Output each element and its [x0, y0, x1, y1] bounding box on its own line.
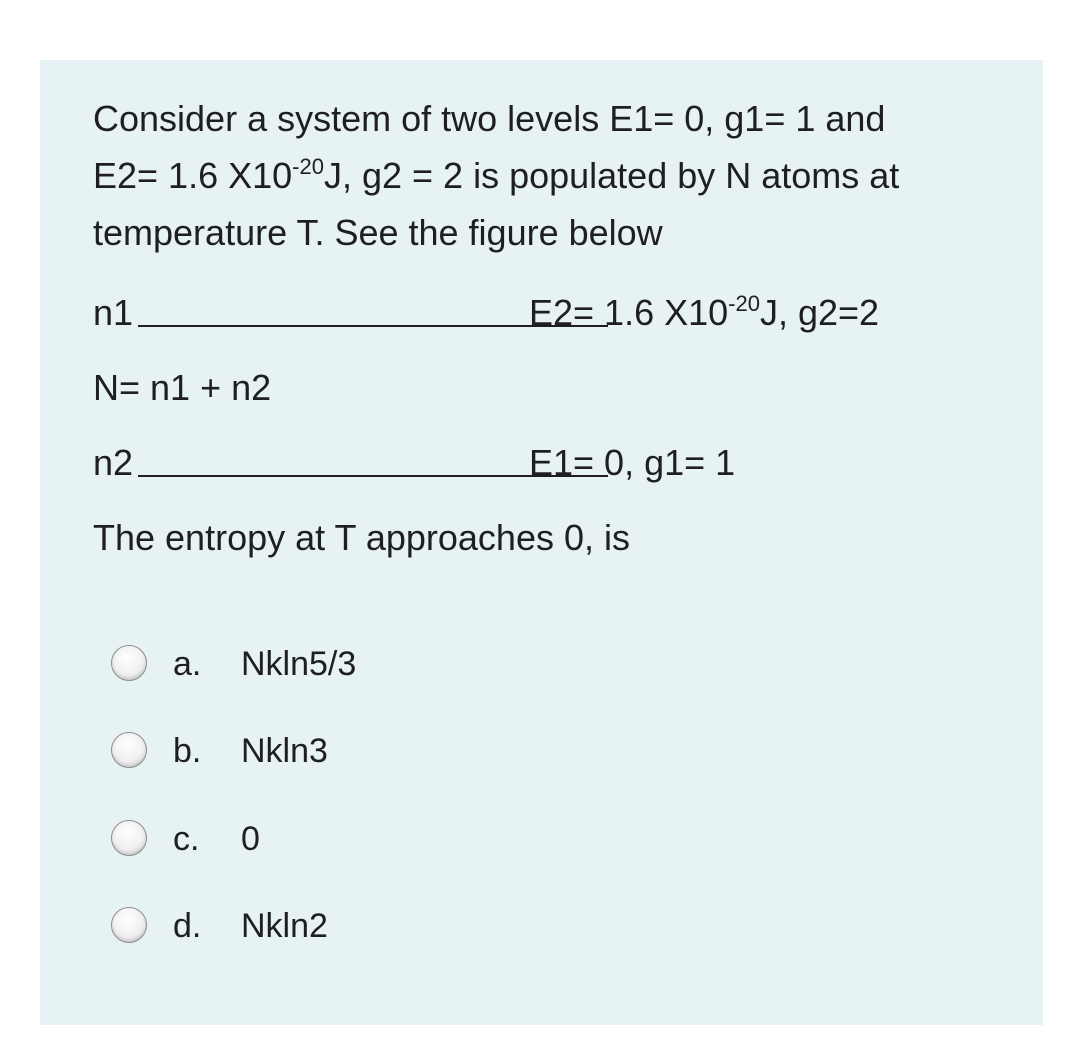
question-line-3: temperature T. See the figure below — [93, 212, 663, 253]
option-text: Nkln2 — [241, 907, 328, 945]
option-letter: a. — [173, 645, 202, 683]
question-line-1: Consider a system of two levels E1= 0, g1= 1 and — [93, 98, 886, 139]
level-upper-energy — [529, 291, 879, 340]
question-line-2-prefix: E2= 1.6 X10 — [93, 155, 293, 196]
option-text: Nkln5/3 — [241, 645, 357, 683]
energy-level-lower — [93, 441, 993, 485]
level-upper-energy-suffix: J, g2=2 — [759, 292, 880, 333]
option-text: 0 — [241, 820, 260, 858]
question-line-2-exponent: -20 — [292, 154, 324, 179]
question-line-2-suffix: J, g2 = 2 is populated by N atoms at — [323, 155, 900, 196]
level-upper-population: n1 — [93, 292, 134, 333]
energy-level-upper — [93, 291, 993, 335]
option-b[interactable] — [111, 729, 511, 773]
level-lower-energy: E1= 0, g1= 1 — [529, 442, 736, 483]
level-upper-energy-exponent: -20 — [728, 291, 760, 316]
question-prompt: The entropy at T approaches 0, is — [93, 517, 630, 558]
option-letter: d. — [173, 907, 202, 945]
option-text: Nkln3 — [241, 732, 328, 770]
radio-button-icon[interactable] — [111, 907, 147, 943]
option-c[interactable] — [111, 817, 511, 861]
option-d[interactable] — [111, 904, 511, 948]
radio-button-icon[interactable] — [111, 732, 147, 768]
level-upper-energy-prefix: E2= 1.6 X10 — [529, 292, 729, 333]
radio-button-icon[interactable] — [111, 820, 147, 856]
option-letter: b. — [173, 732, 202, 770]
option-a[interactable] — [111, 642, 511, 686]
total-population: N= n1 + n2 — [93, 367, 272, 408]
question-line-2 — [93, 154, 899, 203]
level-lower-population: n2 — [93, 442, 134, 483]
option-letter: c. — [173, 820, 200, 858]
radio-button-icon[interactable] — [111, 645, 147, 681]
